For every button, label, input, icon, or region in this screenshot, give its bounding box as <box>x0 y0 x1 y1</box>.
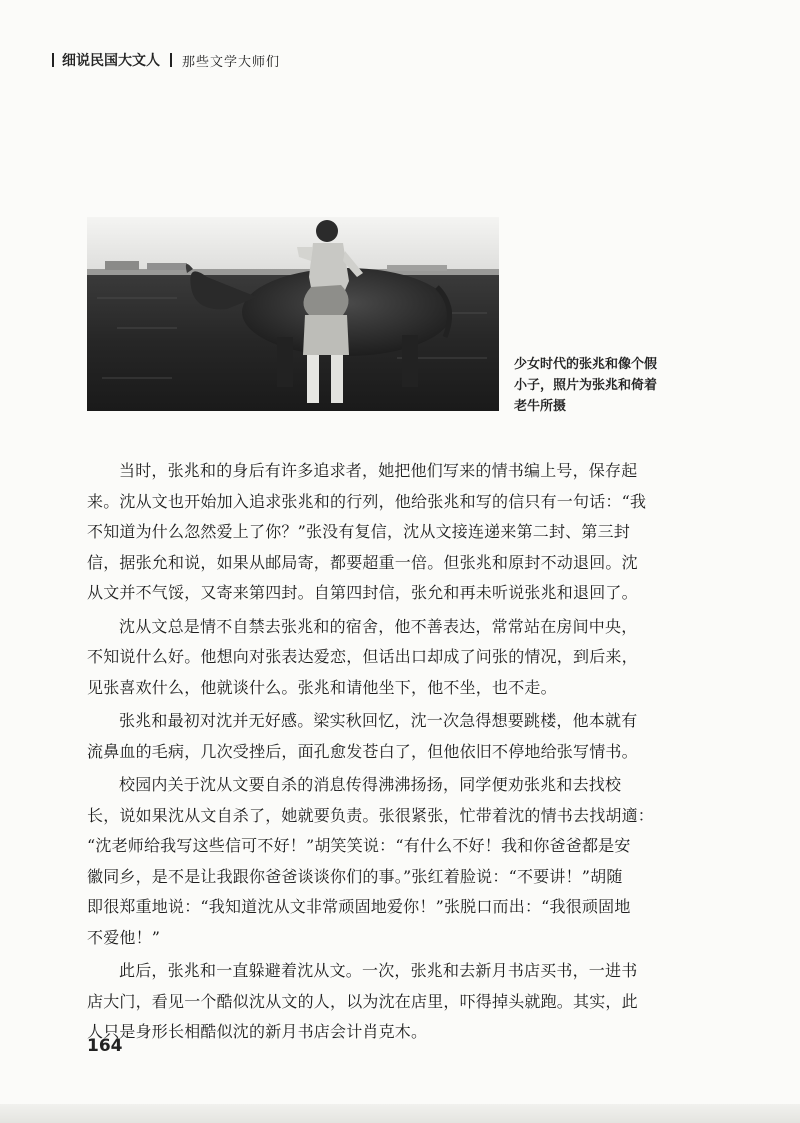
text-line: 此后，张兆和一直躲避着沈从文。一次，张兆和去新月书店买书，一进书 <box>119 961 638 980</box>
text-line: 校园内关于沈从文要自杀的消息传得沸沸扬扬，同学便劝张兆和去找校 <box>119 775 622 794</box>
paragraph <box>87 706 687 767</box>
text-line: 不知说什么好。他想向对张表达爱恋，但话出口却成了问张的情况，到后来， <box>87 647 638 666</box>
text-line: 沈从文总是情不自禁去张兆和的宿舍，他不善表达，常常站在房间中央， <box>119 616 638 636</box>
caption-line: 少女时代的张兆和像个假 <box>514 357 658 372</box>
caption-line: 小子，照片为张兆和倚着 <box>514 378 658 393</box>
text-line: 流鼻血的毛病，几次受挫后，面孔愈发苍白了，但他依旧不停地给张写情书。 <box>87 741 638 761</box>
historical-photo <box>87 217 499 411</box>
text-line: 从文并不气馁，又寄来第四封。自第四封信，张允和再未听说张兆和退回了。 <box>87 583 638 602</box>
paragraph <box>87 612 687 704</box>
paragraph <box>87 956 687 1048</box>
page-number: 164 <box>87 1036 123 1056</box>
text-line: 即很郑重地说：“我知道沈从文非常顽固地爱你！”张脱口而出：“我很顽固地 <box>87 897 631 916</box>
paragraph <box>87 770 687 953</box>
text-line: 见张喜欢什么，他就谈什么。张兆和请他坐下，他不坐，也不走。 <box>87 677 557 697</box>
photo-caption <box>514 354 658 417</box>
book-title: 细说民国大文人 <box>62 53 160 69</box>
text-line: “沈老师给我写这些信可不好！”胡笑笑说：“有什么不好！我和你爸爸都是安 <box>87 836 631 855</box>
text-line: 信，据张允和说，如果从邮局寄，都要超重一倍。但张兆和原封不动退回。沈 <box>87 552 638 572</box>
caption-line: 老牛所摄 <box>514 399 567 414</box>
text-line: 人只是身形长相酷似沈的新月书店会计肖克木。 <box>87 1022 428 1041</box>
running-header <box>52 50 280 70</box>
text-line: 当时，张兆和的身后有许多追求者，她把他们写来的情书编上号，保存起 <box>119 461 638 480</box>
paragraph <box>87 456 687 609</box>
section-title: 那些文学大师们 <box>182 54 281 70</box>
text-line: 不知道为什么忽然爱上了你？”张没有复信，沈从文接连递来第二封、第三封 <box>87 522 630 541</box>
header-divider <box>170 53 172 67</box>
header-divider <box>52 53 54 67</box>
text-line: 长，说如果沈从文自杀了，她就要负责。张很紧张，忙带着沈的情书去找胡適： <box>87 805 655 825</box>
text-line: 徽同乡，是不是让我跟你爸爸谈谈你们的事。”张红着脸说：“不要讲！”胡随 <box>87 866 623 886</box>
page-edge <box>0 1104 800 1123</box>
text-line: 张兆和最初对沈并无好感。梁实秋回忆，沈一次急得想要跳楼，他本就有 <box>119 711 638 730</box>
text-line: 不爱他！” <box>87 927 161 947</box>
text-line: 店大门，看见一个酷似沈从文的人，以为沈在店里，吓得掉头就跑。其实，此 <box>87 991 638 1011</box>
text-line: 来。沈从文也开始加入追求张兆和的行列，他给张兆和写的信只有一句话：“我 <box>87 491 647 511</box>
body-text <box>87 456 687 1048</box>
